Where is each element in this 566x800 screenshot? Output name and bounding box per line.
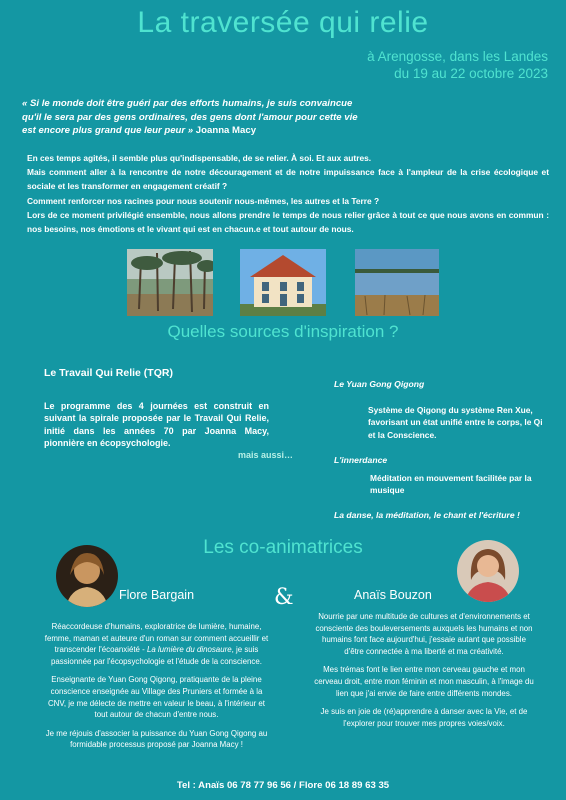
intro-paragraph: Comment renforcer nos racines pour nous soutenir nous-mêmes, les autres et la Terre ? xyxy=(27,195,380,206)
quote-block xyxy=(22,97,367,138)
event-dates: du 19 au 22 octobre 2023 xyxy=(394,66,548,81)
anais-name: Anaïs Bouzon xyxy=(354,588,432,602)
ampersand: & xyxy=(274,585,294,610)
anais-avatar xyxy=(457,540,519,602)
anais-bio-paragraph: Nourrie par une multitude de cultures et d'environnements et consciente des bouleversements auxquels les humains et non humains font face aujourd'hui, j'essaie autant que possible d'être connectée à ma liberté et ma créativité. xyxy=(315,612,533,656)
quote-author: Joanna Macy xyxy=(193,125,257,136)
flore-bio xyxy=(44,621,269,758)
connector-text: mais aussi… xyxy=(238,450,294,460)
yuan-body: Système de Qigong du système Ren Xue, favorisant un état unifié entre le corps, le Qi et la Conscience. xyxy=(368,405,543,440)
inspiration-heading: Quelles sources d'inspiration ? xyxy=(167,322,399,341)
flore-bio-paragraph: Je me réjouis d'associer la puissance du Yuan Gong Qigong au formidable processus proposé par Joanna Macy ! xyxy=(45,728,268,750)
lake-photo xyxy=(355,249,439,316)
house-photo xyxy=(240,249,326,316)
flore-bio-paragraph: Enseignante de Yuan Gong Qigong, pratiquante de la pleine conscience enseignée au Village des Pruniers et formée à la CNV, je me délecte de mettre en valeur le beau, à l'intérieur et tout autour de chacun d'entre nous. xyxy=(47,675,265,720)
contact-line: Tel : Anaïs 06 78 77 96 56 / Flore 06 18 89 63 35 xyxy=(176,780,390,791)
flore-bio-text: Réaccordeuse d'humains, exploratrice de lumière, humaine, femme, maman et auteure d'un roman sur comment accueillir et transcender l'écoanxiété - xyxy=(44,622,269,655)
flore-bio-text: , je suis passionnée par l'écopsychologie et l'étude de la conscience. xyxy=(51,645,262,666)
flore-avatar xyxy=(56,545,118,607)
innerdance-title: L'innerdance xyxy=(334,455,388,465)
quote-text: « Si le monde doit être guéri par des efforts humains, je suis convaincue qu'il le sera par des gens ordinaires, des gens dont l'amour pour cette vie est encore plus grand que leur peur » xyxy=(22,98,358,136)
anais-bio-paragraph: Je suis en joie de (ré)apprendre à danser avec la Vie, et de l'explorer pour trouver mes propres voies/voix. xyxy=(320,707,528,728)
flore-bio-paragraph xyxy=(44,621,269,667)
intro-paragraph: Lors de ce moment privilégié ensemble, nous allons prendre le temps de nous relier grâce à tout ce que nous avons en commun : nos besoins, nos émotions et le vivant qui est en chacun.e et tout autour de nous. xyxy=(27,209,549,235)
inspiration-closing: La danse, la méditation, le chant et l'écriture ! xyxy=(334,510,520,520)
flore-name: Flore Bargain xyxy=(119,588,195,602)
tqr-title: Le Travail Qui Relie (TQR) xyxy=(44,367,173,379)
anais-bio xyxy=(313,611,535,736)
page-title: La traversée qui relie xyxy=(137,6,429,39)
intro-paragraph: En ces temps agités, il semble plus qu'indispensable, de se relier. À soi. Et aux autres. xyxy=(27,153,372,163)
flore-book-title: La lumière du dinosaure xyxy=(146,645,232,655)
anais-bio-paragraph: Mes trémas font le lien entre mon cerveau gauche et mon cerveau droit, entre mon féminin et mon masculin, à l'image du lien que j'ai envie de faire entre différents mondes. xyxy=(314,665,534,698)
intro-paragraph: Mais comment aller à la rencontre de notre découragement et de notre impuissance face à l'ampleur de la crise écologique et sociale et les transformer en engagement créatif ? xyxy=(27,167,549,192)
event-location: à Arengosse, dans les Landes xyxy=(367,49,548,64)
tqr-body: Le programme des 4 journées est construit en suivant la spirale proposée par le Travail Qui Relie, initié dans les années 70 par Joanna Macy, pionnière en écopsychologie. xyxy=(44,401,269,448)
innerdance-body: Méditation en mouvement facilitée par la musique xyxy=(370,473,532,496)
yuan-title: Le Yuan Gong Qigong xyxy=(334,379,425,389)
co-animatrices-heading: Les co-animatrices xyxy=(203,537,363,558)
forest-photo xyxy=(127,249,213,316)
intro-text xyxy=(27,151,549,236)
